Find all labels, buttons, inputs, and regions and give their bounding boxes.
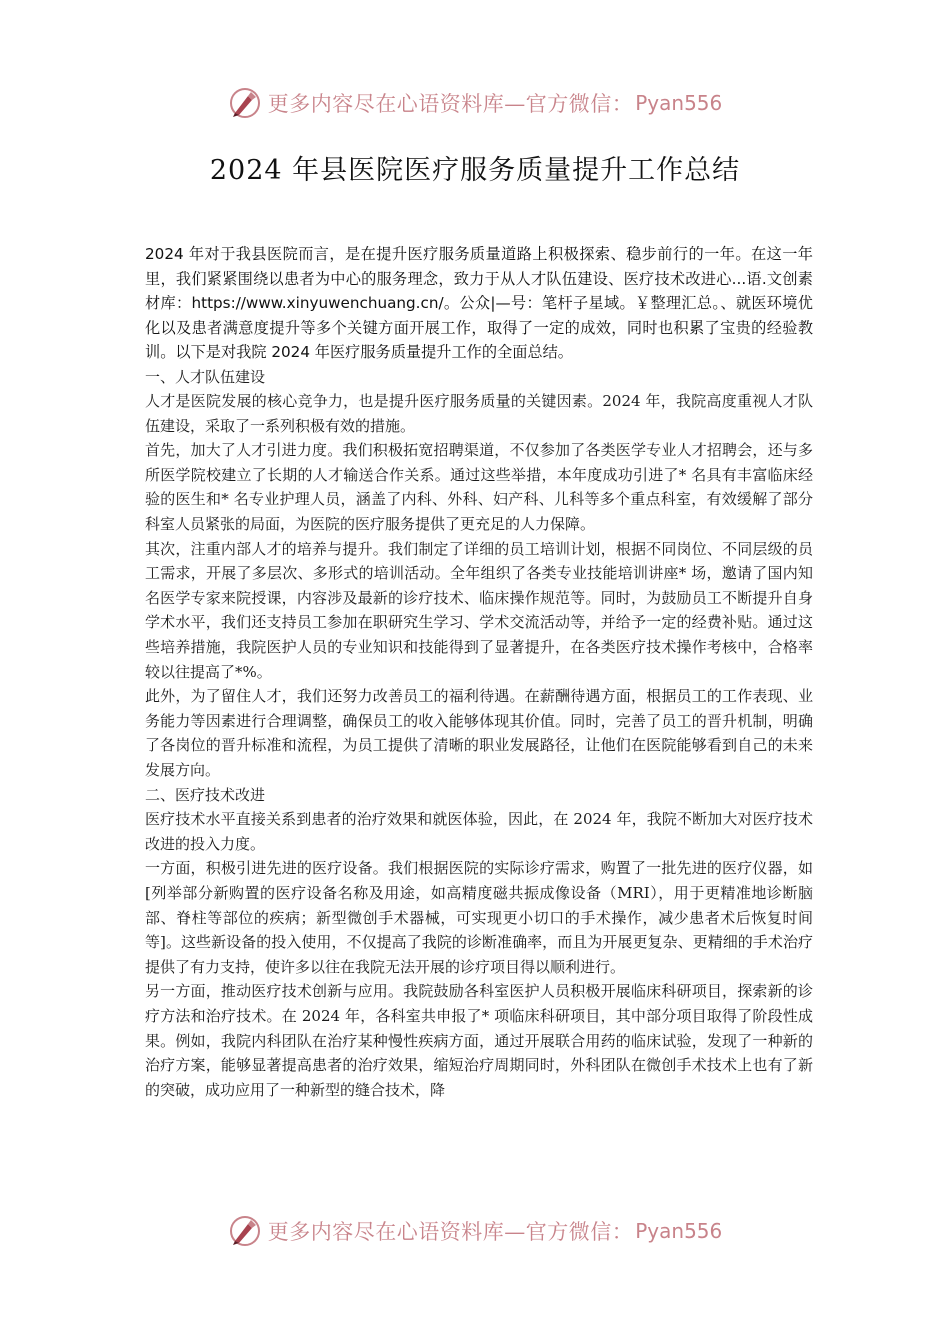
pen-logo-icon <box>228 1214 262 1248</box>
document-title: 2024 年县医院医疗服务质量提升工作总结 <box>209 155 741 186</box>
paragraph: 医疗技术水平直接关系到患者的治疗效果和就医体验，因此，在 2024 年，我院不断加大对医疗技术改进的投入力度。 <box>145 810 813 853</box>
intro-paragraph: 2024 年对于我县医院而言，是在提升医疗服务质量道路上积极探索、稳步前行的一年。在这一年里，我们紧紧围绕以患者为中心的服务理念，致力于从人才队伍建设、医疗技术改进心...语.文创素材库：https://www.xinyuwenchuang.cn/。公众|—号：笔杆子星域。￥整理汇总。、就医环境优化以及患者满意度提升等多个关键方面开展工作，取得了一定的成效，同时也积累了宝贵的经验教训。以下是对我院 2024 年医疗服务质量提升工作的全面总结。 <box>145 245 813 361</box>
paragraph: 首先，加大了人才引进力度。我们积极拓宽招聘渠道，不仅参加了各类医学专业人才招聘会，还与多所医学院校建立了长期的人才输送合作关系。通过这些举措，本年度成功引进了* 名具有丰富临床经验的医生和* 名专业护理人员，涵盖了内科、外科、妇产科、儿科等多个重点科室，有效缓解了部分科室人员紧张的局面，为医院的医疗服务提供了更充足的人力保障。 <box>145 441 813 534</box>
paragraph: 另一方面，推动医疗技术创新与应用。我院鼓励各科室医护人员积极开展临床科研项目，探索新的诊疗方法和治疗技术。在 2024 年，各科室共申报了* 项临床科研项目，其中部分项目取得了阶段性成果。例如，我院内科团队在治疗某种慢性疾病方面，通过开展联合用药的临床试验，发现了一种新的治疗方案，能够显著提高患者的治疗效果，缩短治疗周期同时，外科团队在微创手术技术上也有了新的突破，成功应用了一种新型的缝合技术，降 <box>145 982 813 1099</box>
header-watermark-banner <box>0 83 950 123</box>
document-body <box>145 242 813 1102</box>
paragraph: 一方面，积极引进先进的医疗设备。我们根据医院的实际诊疗需求，购置了一批先进的医疗仪器，如 [列举部分新购置的医疗设备名称及用途，如高精度磁共振成像设备（MRI），用于更精准地诊断脑部、脊柱等部位的疾病；新型微创手术器械，可实现更小切口的手术操作，减少患者术后恢复时间等]。这些新设备的投入使用，不仅提高了我院的诊断准确率，而且为开展更复杂、更精细的手术治疗提供了有力支持，使许多以往在我院无法开展的诊疗项目得以顺利进行。 <box>145 859 813 976</box>
pen-logo-icon <box>228 86 262 120</box>
banner-contact-id: Pyan556 <box>635 91 723 115</box>
banner-contact-id: Pyan556 <box>635 1219 723 1243</box>
paragraph: 此外，为了留住人才，我们还努力改善员工的福利待遇。在薪酬待遇方面，根据员工的工作表现、业务能力等因素进行合理调整，确保员工的收入能够体现其价值。同时，完善了员工的晋升机制，明确了各岗位的晋升标准和流程，为员工提供了清晰的职业发展路径，让他们在医院能够看到自己的未来发展方向。 <box>145 687 813 779</box>
paragraph: 人才是医院发展的核心竞争力，也是提升医疗服务质量的关键因素。2024 年，我院高度重视人才队伍建设，采取了一系列积极有效的措施。 <box>145 392 813 435</box>
section-heading-medical-tech: 二、医疗技术改进 <box>145 785 266 804</box>
banner-text: 更多内容尽在心语资料库—官方微信： <box>267 92 634 116</box>
section-heading-talent: 一、人才队伍建设 <box>145 367 266 386</box>
banner-text: 更多内容尽在心语资料库—官方微信： <box>267 1220 634 1244</box>
footer-watermark-banner <box>0 1211 950 1251</box>
paragraph: 其次，注重内部人才的培养与提升。我们制定了详细的员工培训计划，根据不同岗位、不同层级的员工需求，开展了多层次、多形式的培训活动。全年组织了各类专业技能培训讲座* 场，邀请了国内知名医学专家来院授课，内容涉及最新的诊疗技术、临床操作规范等。同时，为鼓励员工不断提升自身学术水平，我们还支持员工参加在职研究生学习、学术交流活动等，并给予一定的经费补贴。通过这些培养措施，我院医护人员的专业知识和技能得到了显著提升，在各类医疗技术操作考核中，合格率较以往提高了*%。 <box>145 539 813 681</box>
